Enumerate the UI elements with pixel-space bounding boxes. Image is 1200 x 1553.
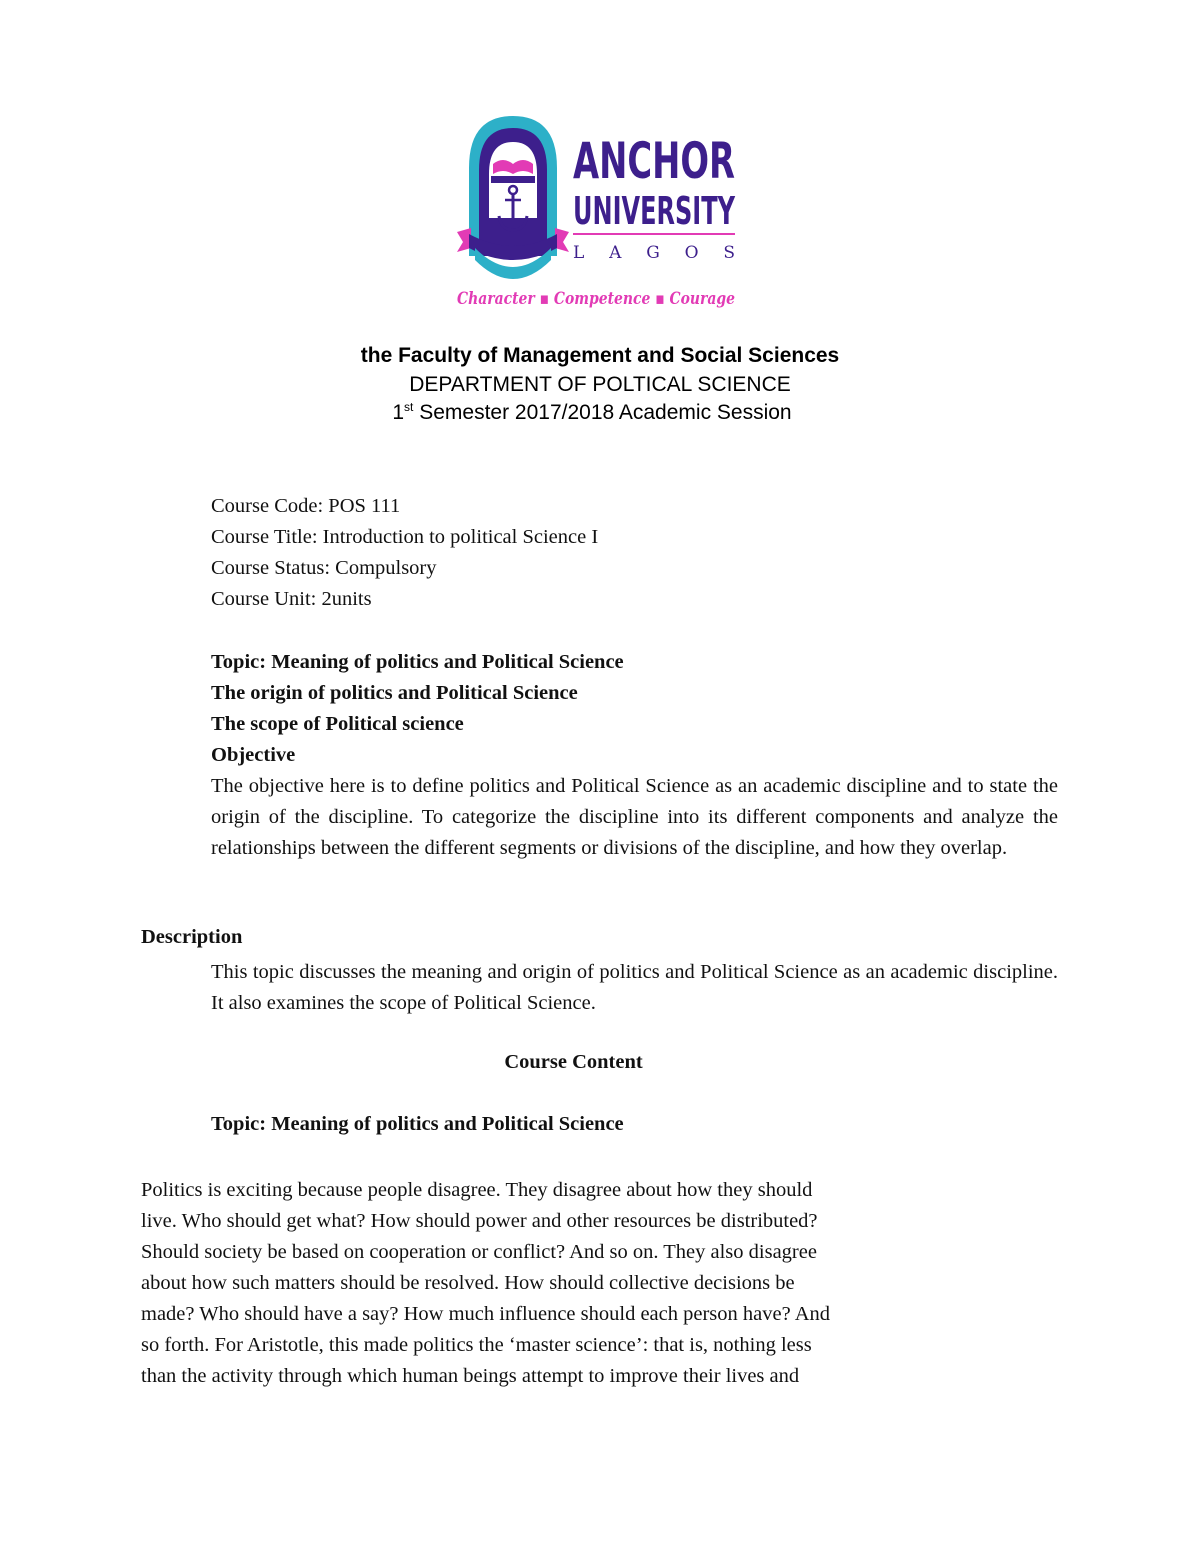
course-status: Course Status: Compulsory (211, 557, 437, 579)
body-line: than the activity through which human beings attempt to improve their lives and (141, 1365, 800, 1387)
semester-superscript: st (404, 400, 414, 414)
ribbon-right (555, 228, 569, 252)
logo-name-line3: L A G O S (573, 243, 735, 263)
body-line: Politics is exciting because people disagree. They disagree about how they should (141, 1179, 813, 1201)
topic-heading: Topic: Meaning of politics and Political Science (211, 651, 624, 673)
course-code: Course Code: POS 111 (211, 495, 401, 517)
description-heading: Description (141, 926, 243, 948)
anchor-university-crest-icon (455, 108, 755, 320)
logo-name-line1: ANCHOR (573, 132, 735, 190)
body-line: live. Who should get what? How should power and other resources be distributed? (141, 1210, 818, 1232)
semester-text: Semester 2017/2018 Academic Session (413, 401, 792, 424)
body-line: so forth. For Aristotle, this made politics the ‘master science’: that is, nothing less (141, 1334, 812, 1356)
semester-line (0, 400, 1192, 425)
university-logo (455, 108, 755, 320)
logo-motto: Character ▪ Competence ▪ Courage (457, 289, 736, 309)
ribbon-left (457, 228, 471, 252)
objective-heading: Objective (211, 744, 296, 766)
crest-bar (491, 176, 535, 183)
topic-list (211, 647, 624, 771)
department-title: DEPARTMENT OF POLTICAL SCIENCE (409, 373, 791, 396)
origin-heading: The origin of politics and Political Science (211, 682, 578, 704)
body-line: Should society be based on cooperation or conflict? And so on. They also disagree (141, 1241, 817, 1263)
course-info (211, 491, 598, 615)
body-paragraph (141, 1175, 941, 1392)
description-paragraph: This topic discusses the meaning and origin of politics and Political Science as an academic discipline. It also examines the scope of Political Science. (211, 961, 1058, 1014)
course-title: Course Title: Introduction to political Science I (211, 526, 599, 548)
course-content-heading: Course Content (504, 1051, 643, 1073)
logo-name-line2: UNIVERSITY (573, 189, 736, 233)
content-topic-heading: Topic: Meaning of politics and Political Science (211, 1113, 624, 1135)
faculty-title: the Faculty of Management and Social Sciences (360, 344, 840, 367)
scope-heading: The scope of Political science (211, 713, 464, 735)
body-line: about how such matters should be resolved. How should collective decisions be (141, 1272, 795, 1294)
course-unit: Course Unit: 2units (211, 588, 372, 610)
body-line: made? Who should have a say? How much influence should each person have? And (141, 1303, 831, 1325)
objective-paragraph: The objective here is to define politics and Political Science as an academic discipline and to state the origin of the discipline. To categorize the discipline into its different components and analyze the relationships between the different segments or divisions of the discipline, and how they overlap. (211, 775, 1058, 859)
semester-number: 1 (392, 401, 405, 424)
